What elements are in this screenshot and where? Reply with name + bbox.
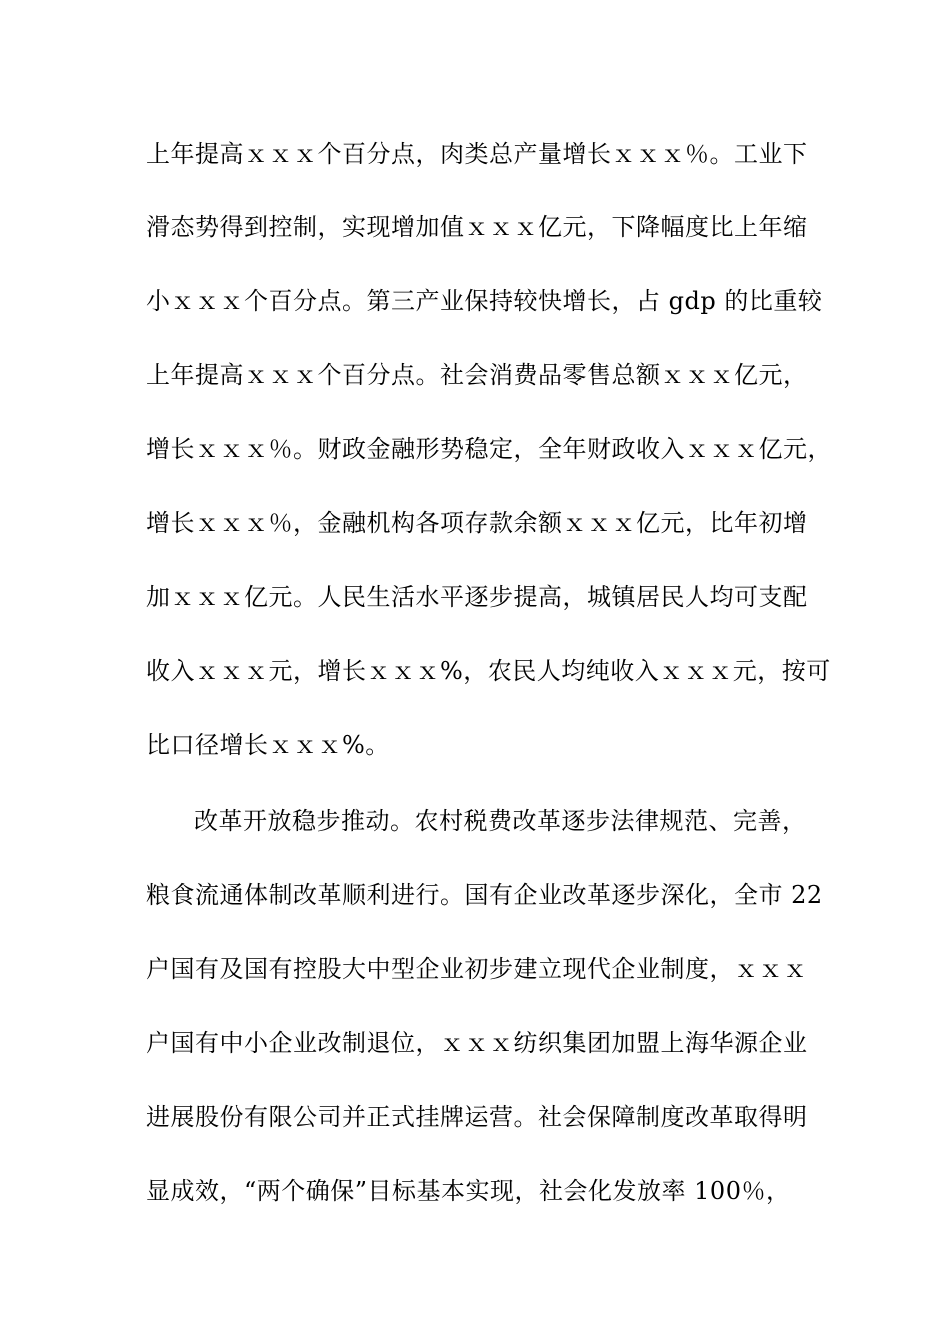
text-line: 户国有中小企业改制退位，ｘｘｘ纺织集团加盟上海华源企业	[146, 1029, 808, 1057]
text-line: 进展股份有限公司并正式挂牌运营。社会保障制度改革取得明	[146, 1103, 808, 1131]
paragraph-first-line: 改革开放稳步推动。农村税费改革逐步法律规范、完善，	[194, 807, 807, 835]
text-line: 户国有及国有控股大中型企业初步建立现代企业制度，ｘｘｘ	[146, 955, 808, 983]
text-line: 滑态势得到控制，实现增加值ｘｘｘ亿元，下降幅度比上年缩	[146, 213, 808, 241]
text-line: 上年提高ｘｘｘ个百分点，肉类总产量增长ｘｘｘ％。工业下	[146, 140, 808, 168]
text-line: 比口径增长ｘｘｘ%。	[146, 731, 390, 759]
text-line: 小ｘｘｘ个百分点。第三产业保持较快增长，占 gdp 的比重较	[146, 287, 823, 315]
text-line: 粮食流通体制改革顺利进行。国有企业改革逐步深化，全市 22	[146, 881, 823, 909]
text-line: 增长ｘｘｘ％。财政金融形势稳定，全年财政收入ｘｘｘ亿元，	[146, 435, 832, 463]
text-line: 上年提高ｘｘｘ个百分点。社会消费品零售总额ｘｘｘ亿元，	[146, 361, 808, 389]
text-line: 显成效，“两个确保”目标基本实现，社会化发放率 100％，	[146, 1177, 791, 1205]
text-line: 加ｘｘｘ亿元。人民生活水平逐步提高，城镇居民人均可支配	[146, 583, 808, 611]
text-line: 收入ｘｘｘ元，增长ｘｘｘ%，农民人均纯收入ｘｘｘ元，按可	[146, 657, 831, 685]
text-line: 增长ｘｘｘ％，金融机构各项存款余额ｘｘｘ亿元，比年初增	[146, 509, 808, 537]
